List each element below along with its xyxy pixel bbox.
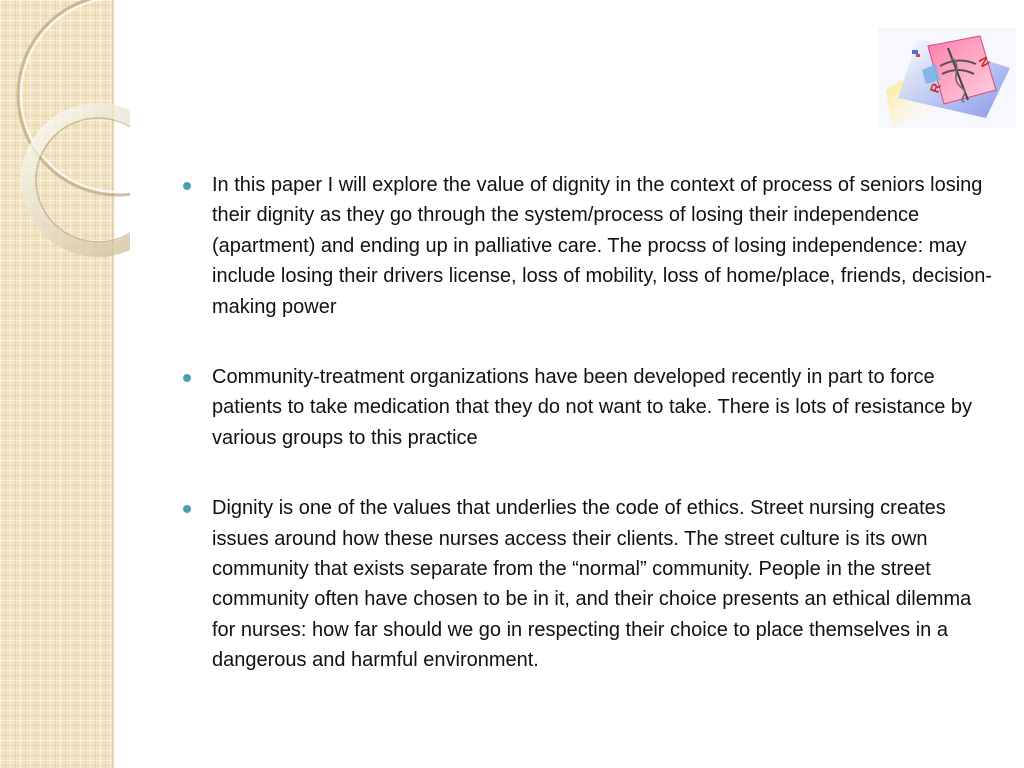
bullet-dot-icon xyxy=(183,505,191,513)
list-item xyxy=(182,493,994,675)
bullet-list xyxy=(182,170,994,716)
caduceus-rn-logo-icon xyxy=(878,28,1016,128)
logo-letter-n: N xyxy=(975,54,994,70)
logo-letter-r: R xyxy=(926,81,945,96)
bullet-dot-icon xyxy=(183,182,191,190)
list-item xyxy=(182,170,994,322)
bullet-dot-icon xyxy=(183,374,191,382)
bullet-text: Community-treatment organizations have been developed recently in part to force patients to take medication that they do not want to take. There is lots of resistance by various groups to this practice xyxy=(212,366,973,449)
bullet-text: In this paper I will explore the value of dignity in the context of process of seniors losing their dignity as they go through the system/process of losing their independence (apartment) and ending up in palliative care. The procss of losing independence: may include losing their drivers license, loss of mobility, loss of home/place, friends, decision-making power xyxy=(212,174,992,318)
list-item xyxy=(182,362,994,453)
decorative-rings-icon xyxy=(0,0,130,260)
bullet-text: Dignity is one of the values that underlies the code of ethics. Street nursing creates issues around how these nurses access their clients. The street culture is its own community that exists separate from the “normal” community. People in the street community often have chosen to be in it, and their choice presents an ethical dilemma for nurses: how far should we go in respecting their choice to place themselves in a dangerous and harmful environment. xyxy=(212,497,972,672)
